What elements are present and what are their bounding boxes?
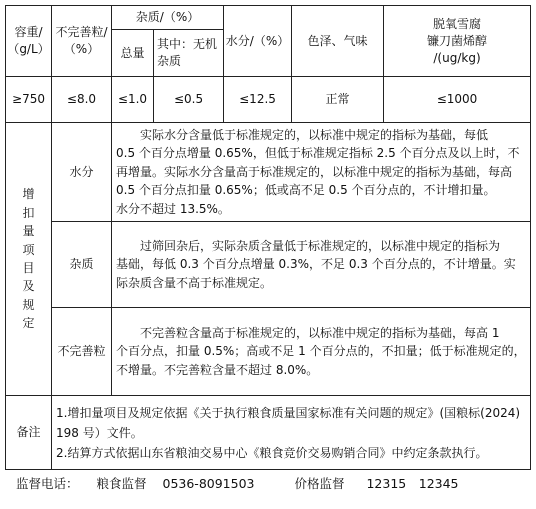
side-char: 项 [22, 242, 35, 257]
std-moisture: ≤12.5 [224, 77, 292, 123]
rule-line: 实际水分含量低于标准规定的，以标准中规定的指标为基础，每低 [140, 127, 489, 142]
header-imperfect [52, 6, 112, 77]
side-char: 增 [22, 187, 35, 202]
supervision-footer [16, 474, 459, 492]
rule-name-impurity: 杂质 [52, 222, 112, 308]
grain-supervision-phone: 0536-8091503 [162, 476, 255, 491]
header-imperfect-line1: 不完善粒/ [55, 25, 108, 39]
rule-line: 不完善粒含量高于标准规定的，以标准中规定的指标为基础，每高 1 [140, 325, 500, 340]
header-don-line3: /(ug/kg) [433, 50, 481, 65]
grain-supervision-label: 粮食监督 [96, 476, 147, 491]
rule-line: 过筛回杂后，实际杂质含量低于标准规定的，以标准中规定的指标为 [140, 238, 501, 253]
header-imperfect-line2: （%） [63, 42, 100, 56]
header-impurity-group: 杂质/（%） [112, 6, 224, 30]
header-moisture: 水分/（%） [224, 6, 292, 77]
rule-line: 0.5 个百分点增量 0.65%，但低于标准规定指标 2.5 个百分点及以上时，不 [116, 146, 520, 161]
note-line: 198 号）文件。 [56, 425, 143, 440]
footer-label: 监督电话： [16, 476, 79, 491]
rule-line: 水分不超过 13.5%。 [116, 201, 230, 216]
notes-text [52, 396, 531, 470]
rule-line: 际杂质含量不高于标准规定。 [116, 275, 273, 290]
header-impurity-total: 总量 [112, 30, 154, 77]
header-don-line1: 脱氧雪腐 [433, 16, 482, 31]
rules-side-label [6, 123, 52, 396]
price-supervision-phones: 12315 12345 [366, 476, 459, 491]
rule-line: 0.5 个百分点扣量 0.65%；低或高不足 0.5 个百分点的，不计增扣量。 [116, 183, 496, 198]
rule-text-imperfect [112, 308, 531, 396]
header-density [6, 6, 52, 77]
notes-label: 备注 [6, 396, 52, 470]
rule-name-moisture: 水分 [52, 123, 112, 222]
grain-standards-table [5, 5, 531, 470]
side-char: 规 [22, 297, 35, 312]
rule-line: 不增量。不完善粒含量不超过 8.0%。 [116, 362, 319, 377]
rule-text-moisture [112, 123, 531, 222]
rule-name-imperfect: 不完善粒 [52, 308, 112, 396]
std-imperfect: ≤8.0 [52, 77, 112, 123]
header-don-line2: 镰刀菌烯醇 [427, 33, 488, 48]
header-density-line2: （g/L） [7, 42, 50, 56]
rule-line: 再增量。实际水分含量高于标准规定的，以标准中规定的指标为基础，每高 [116, 164, 513, 179]
note-line: 2.结算方式依据山东省粮油交易中心《粮食竞价交易购销合同》中约定条款执行。 [56, 445, 488, 460]
side-char: 目 [22, 261, 35, 275]
rule-line: 个百分点，扣量 0.5%；高或不足 1 个百分点的，不扣量；低于标准规定的， [116, 344, 526, 359]
header-impurity-inorganic [154, 30, 224, 77]
side-char: 量 [22, 224, 35, 239]
side-char: 及 [22, 279, 35, 294]
note-line: 1.增扣量项目及规定依据《关于执行粮食质量国家标准有关问题的规定》(国粮标(2024) [56, 405, 521, 420]
std-density: ≥750 [6, 77, 52, 123]
std-impurity-inorganic: ≤0.5 [154, 77, 224, 123]
rule-line: 基础，每低 0.3 个百分点增量 0.3%，不足 0.3 个百分点的，不计增量。实 [116, 257, 516, 272]
header-density-line1: 容重/ [14, 25, 43, 39]
header-color-odor: 色泽、气味 [292, 6, 384, 77]
header-don [384, 6, 531, 77]
header-inorganic-line1: 其中：无机 [157, 37, 218, 51]
side-char: 定 [22, 316, 35, 331]
std-color-odor: 正常 [292, 77, 384, 123]
header-inorganic-line2: 杂质 [157, 54, 182, 68]
std-don: ≤1000 [384, 77, 531, 123]
side-char: 扣 [22, 205, 35, 220]
rule-text-impurity [112, 222, 531, 308]
std-impurity-total: ≤1.0 [112, 77, 154, 123]
price-supervision-label: 价格监督 [294, 476, 345, 491]
